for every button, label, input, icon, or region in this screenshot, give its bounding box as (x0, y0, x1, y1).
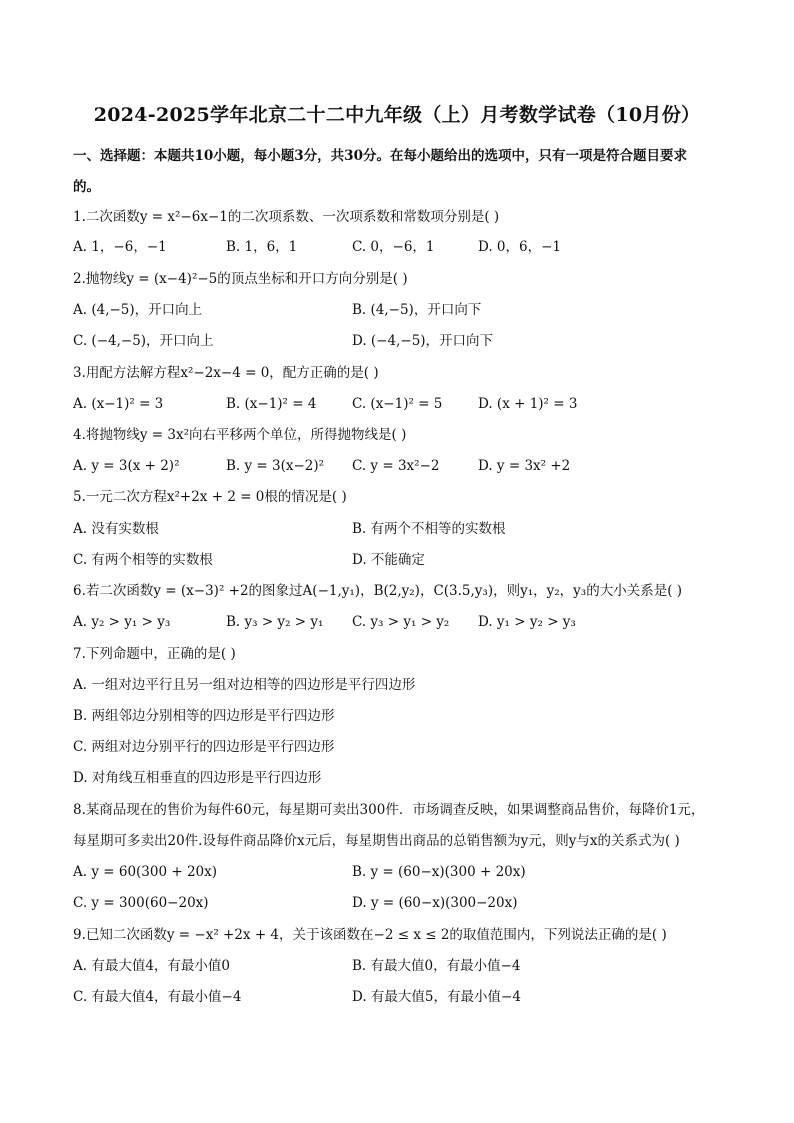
question-4-stem: 4.将抛物线y = 3x²向右平移两个单位，所得抛物线是( ) (73, 427, 407, 443)
question-7-stem: 7.下列命题中，正确的是( ) (73, 646, 236, 662)
question-4-option-a[interactable]: A. y = 3(x + 2)² (73, 458, 180, 474)
question-7-option-b[interactable]: B. 两组邻边分别相等的四边形是平行四边形 (73, 708, 335, 724)
question-7-option-d[interactable]: D. 对角线互相垂直的四边形是平行四边形 (73, 770, 322, 786)
question-6-option-b[interactable]: B. y₃ > y₂ > y₁ (226, 614, 324, 630)
question-1-option-b[interactable]: B. 1，6，1 (226, 239, 298, 255)
question-4-option-b[interactable]: B. y = 3(x−2)² (226, 458, 325, 474)
question-1-option-d[interactable]: D. 0，6，−1 (478, 239, 562, 255)
question-5-option-a[interactable]: A. 没有实数根 (73, 521, 159, 537)
question-8-option-c[interactable]: C. y = 300(60−20x) (73, 895, 209, 911)
question-5-option-d[interactable]: D. 不能确定 (352, 552, 425, 568)
question-2-option-c[interactable]: C. (−4,−5)，开口向上 (73, 333, 214, 349)
question-7-option-a[interactable]: A. 一组对边平行且另一组对边相等的四边形是平行四边形 (73, 677, 416, 693)
question-4-option-d[interactable]: D. y = 3x² +2 (478, 458, 571, 474)
question-2-option-a[interactable]: A. (4,−5)，开口向上 (73, 302, 203, 318)
question-8-option-d[interactable]: D. y = (60−x)(300−20x) (352, 895, 518, 911)
question-5-option-b[interactable]: B. 有两个不相等的实数根 (352, 521, 506, 537)
question-8-option-a[interactable]: A. y = 60(300 + 20x) (73, 864, 218, 880)
page-title: 2024-2025学年北京二十二中九年级（上）月考数学试卷（10月份） (93, 104, 701, 126)
question-5-stem: 5.一元二次方程x²+2x + 2 = 0根的情况是( ) (73, 489, 347, 505)
section-heading: 一、选择题：本题共10小题，每小题3分，共30分。在每小题给出的选项中，只有一项是符合题目要求 (73, 148, 687, 164)
question-8-stem: 8.某商品现在的售价为每件60元，每星期可卖出300件．市场调查反映，如果调整商品售价，每降价1元， (73, 802, 705, 818)
question-3-stem: 3.用配方法解方程x²−2x−4 = 0，配方正确的是( ) (73, 365, 379, 381)
question-3-option-c[interactable]: C. (x−1)² = 5 (352, 396, 443, 412)
question-6-option-d[interactable]: D. y₁ > y₂ > y₃ (478, 614, 576, 630)
question-9-option-d[interactable]: D. 有最大值5，有最小值−4 (352, 989, 521, 1005)
question-1-stem: 1.二次函数y = x²−6x−1的二次项系数、一次项系数和常数项分别是( ) (73, 209, 500, 225)
question-9-option-c[interactable]: C. 有最大值4，有最小值−4 (73, 989, 242, 1005)
question-3-option-a[interactable]: A. (x−1)² = 3 (73, 396, 164, 412)
question-3-option-d[interactable]: D. (x + 1)² = 3 (478, 396, 578, 412)
question-8-option-b[interactable]: B. y = (60−x)(300 + 20x) (352, 864, 526, 880)
question-1-option-a[interactable]: A. 1，−6，−1 (73, 239, 167, 255)
question-4-option-c[interactable]: C. y = 3x²−2 (352, 458, 440, 474)
question-9-stem: 9.已知二次函数y = −x² +2x + 4，关于该函数在−2 ≤ x ≤ 2的取值范围内，下列说法正确的是( ) (73, 927, 667, 943)
question-6-option-a[interactable]: A. y₂ > y₁ > y₃ (73, 614, 171, 630)
question-2-option-d[interactable]: D. (−4,−5)，开口向下 (352, 333, 494, 349)
question-6-stem: 6.若二次函数y = (x−3)² +2的图象过A(−1,y₁)，B(2,y₂)，C(3.5,y₃)，则y₁，y₂，y₃的大小关系是( ) (73, 583, 683, 599)
question-5-option-c[interactable]: C. 有两个相等的实数根 (73, 552, 213, 568)
question-9-option-b[interactable]: B. 有最大值0，有最小值−4 (352, 958, 521, 974)
question-1-option-c[interactable]: C. 0，−6，1 (352, 239, 435, 255)
question-7-option-c[interactable]: C. 两组对边分别平行的四边形是平行四边形 (73, 739, 335, 755)
question-2-option-b[interactable]: B. (4,−5)，开口向下 (352, 302, 482, 318)
question-9-option-a[interactable]: A. 有最大值4，有最小值0 (73, 958, 231, 974)
question-6-option-c[interactable]: C. y₃ > y₁ > y₂ (352, 614, 450, 630)
question-3-option-b[interactable]: B. (x−1)² = 4 (226, 396, 317, 412)
section-heading-cont: 的。 (73, 179, 100, 195)
question-8-stem-cont: 每星期可多卖出20件.设每件商品降价x元后，每星期售出商品的总销售额为y元，则y与x的关系式为( ) (73, 833, 680, 849)
question-2-stem: 2.抛物线y = (x−4)²−5的顶点坐标和开口方向分别是( ) (73, 271, 408, 287)
